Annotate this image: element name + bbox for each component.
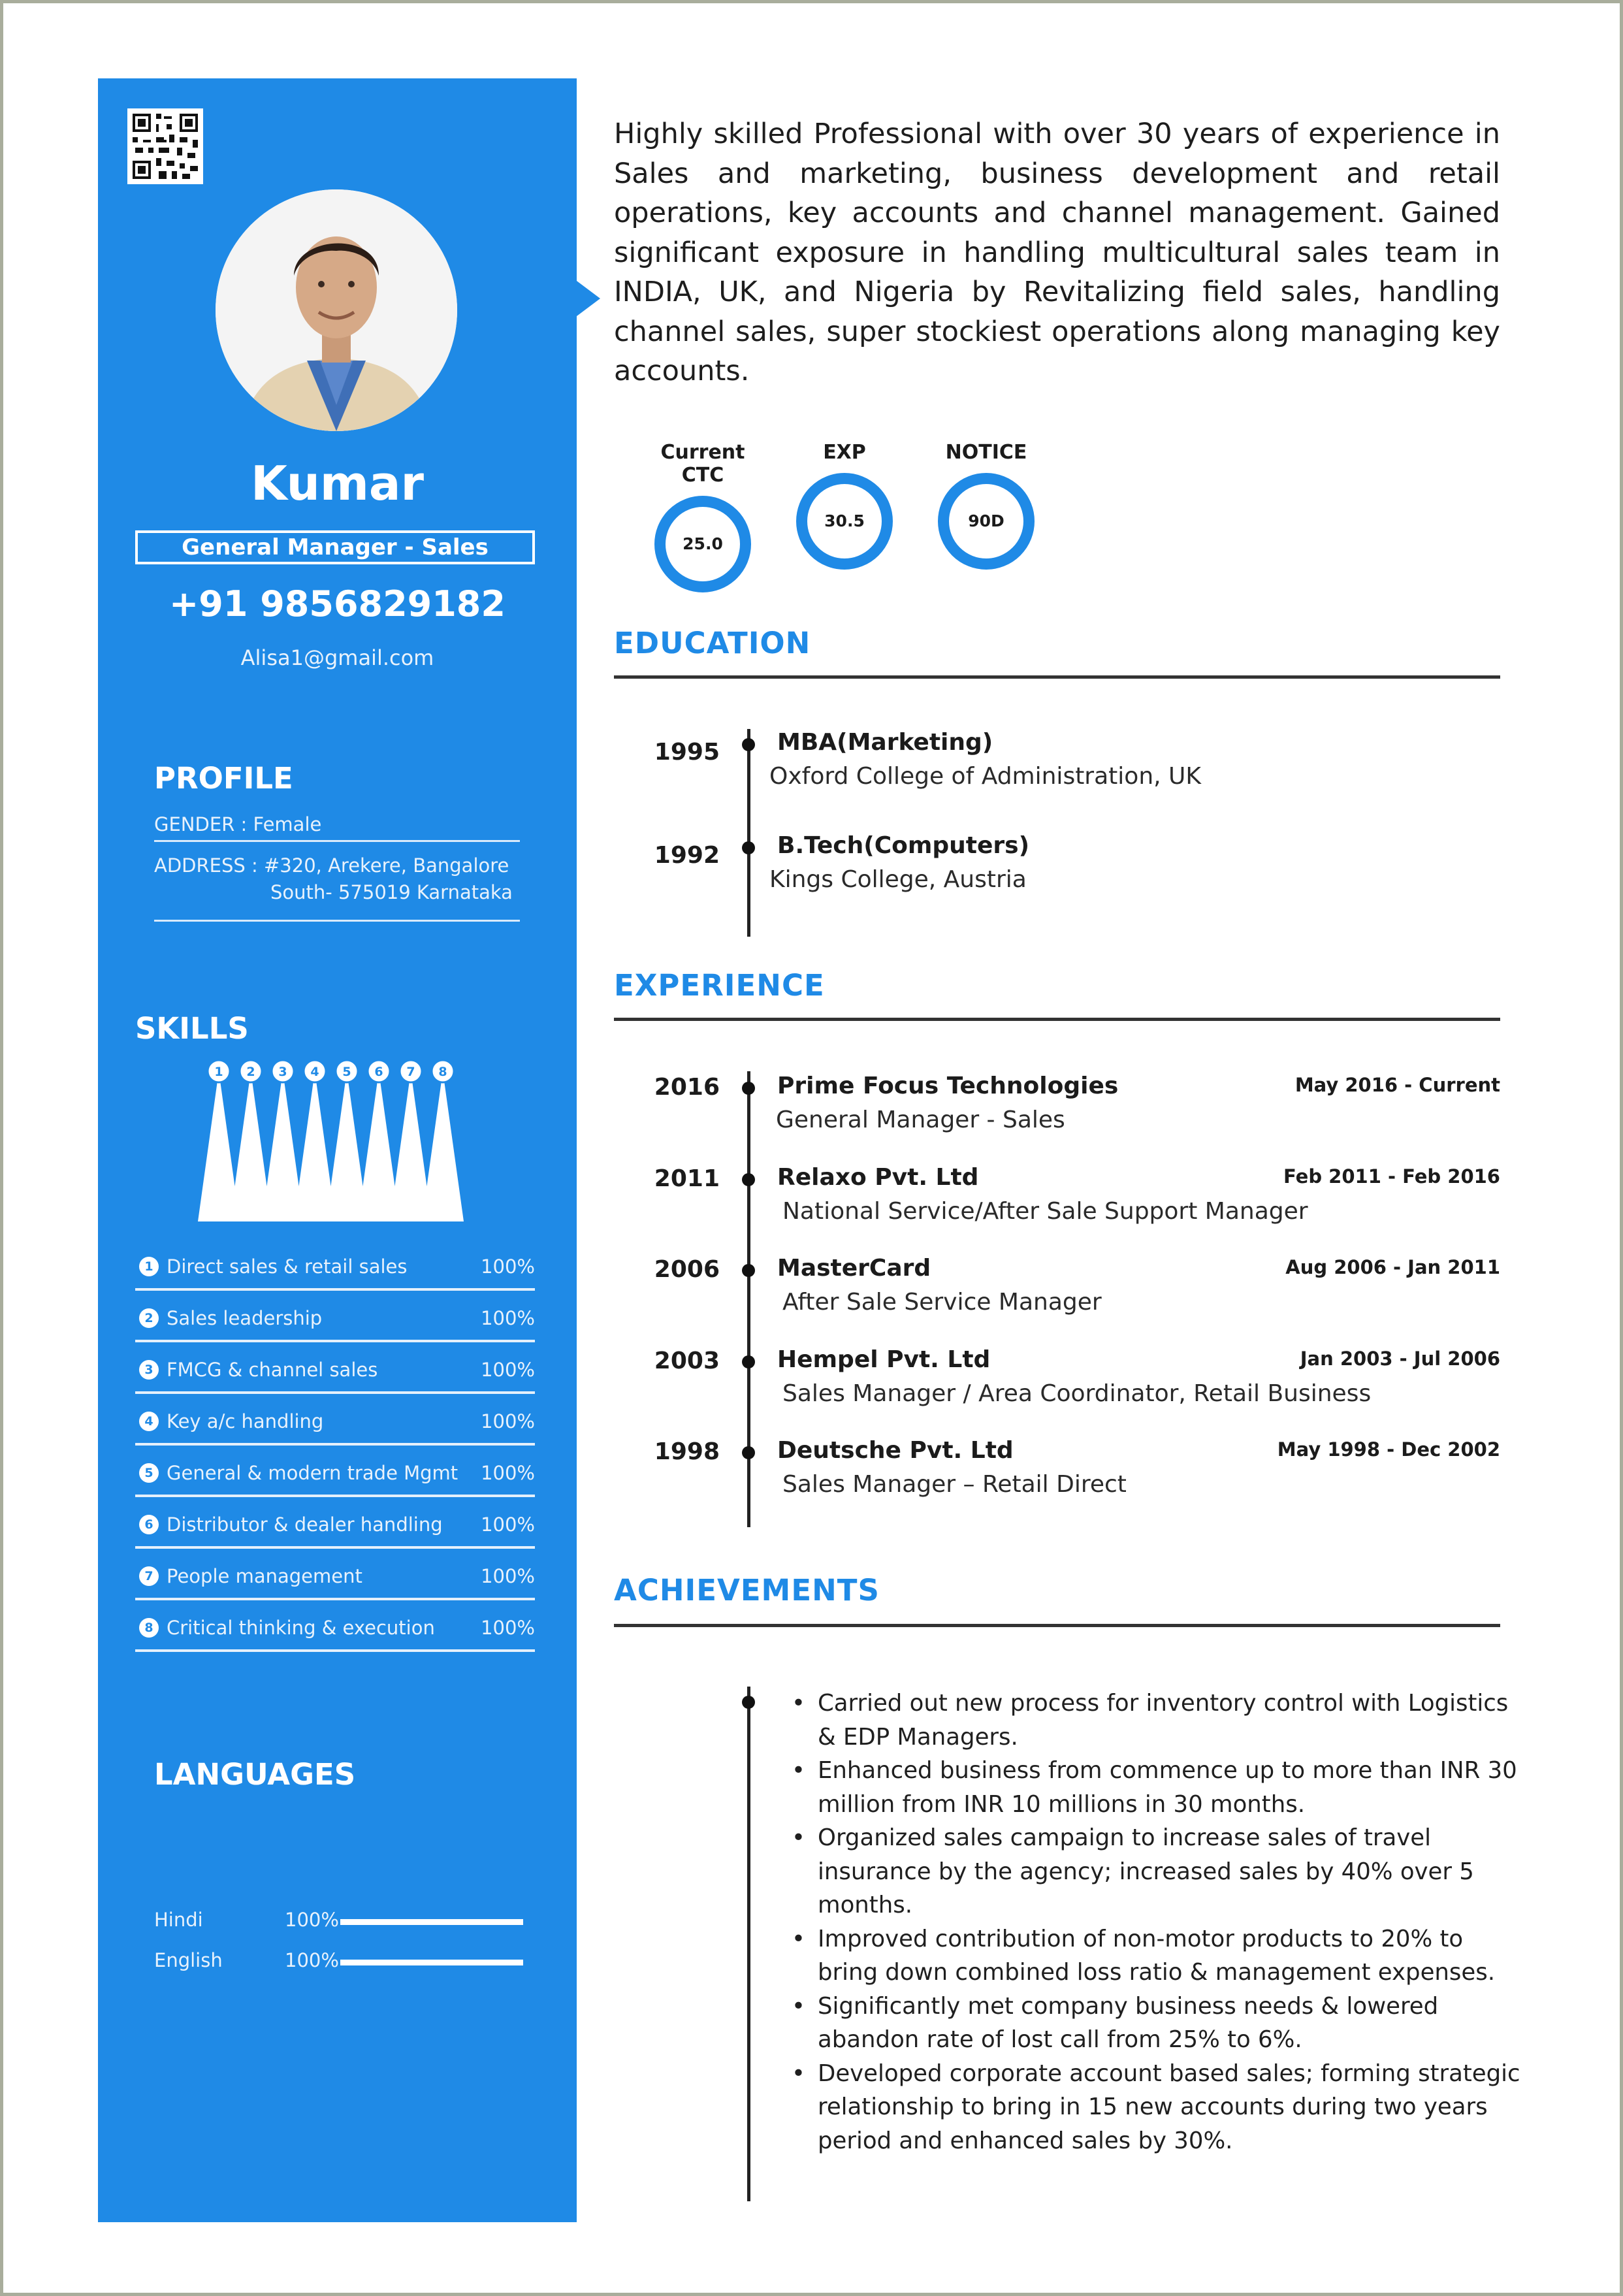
experience-heading: EXPERIENCE [614,968,825,1003]
address-line2: South- 575019 Karnataka [270,881,513,903]
stat-label: Current CTC [660,441,745,487]
experience-dates: May 1998 - Dec 2002 [1277,1438,1500,1461]
skill-percent: 100% [481,1410,535,1432]
language-bar-track [340,1919,523,1925]
skill-row [135,1405,535,1446]
skill-label: Direct sales & retail sales [167,1255,408,1278]
experience-dates: Aug 2006 - Jan 2011 [1285,1256,1500,1278]
email-address[interactable]: Alisa1@gmail.com [240,645,434,670]
skill-row [135,1250,535,1291]
achievement-item: • Improved contribution of non-motor products to 20% to bring down combined loss ratio & management expenses. [818,1922,1523,1990]
experience-company: Hempel Pvt. Ltd [777,1346,991,1373]
skill-number: 4 [139,1412,159,1431]
candidate-name: Kumar [251,456,424,511]
skill-number: 1 [139,1257,159,1276]
job-title: General Manager - Sales [135,530,535,564]
achievement-item: • Developed corporate account based sales; forming strategic relationship to bring in 15 new accounts during two years period and enhanced sales by 30%. [818,2057,1523,2158]
timeline-dot [742,1264,755,1277]
experience-year: 2003 [654,1347,720,1374]
experience-company: Deutsche Pvt. Ltd [777,1437,1014,1464]
skill-percent: 100% [481,1565,535,1587]
summary-paragraph: Highly skilled Professional with over 30 years of experience in Sales and marketing, business development and retail operations, key accounts and channel management. Gained significant exposure in handling multicultural sales team in INDIA, UK, and Nigeria by Revitalizing field sales, handling channel sales, super stockiest operations along managing key accounts. [614,118,1500,387]
skill-number: 2 [139,1308,159,1328]
skill-label: Key a/c handling [167,1410,324,1432]
skill-bubble-label: 3 [278,1065,287,1079]
experience-year: 2016 [654,1074,720,1101]
skill-bubble-label: 4 [310,1065,319,1079]
education-rule [614,675,1500,679]
education-year: 1992 [654,842,720,869]
skill-label: Sales leadership [167,1307,323,1329]
skill-bubble-label: 7 [406,1065,415,1079]
skill-percent: 100% [481,1617,535,1639]
skill-label: People management [167,1565,362,1587]
education-school: Kings College, Austria [769,866,1027,893]
language-label: Hindi [154,1909,203,1931]
achievement-item: • Significantly met company business needs & lowered abandon rate of lost call from 25% to 6%. [818,1990,1523,2057]
language-row [154,1949,546,1975]
language-bar-fill [340,1960,523,1965]
language-percent: 100% [285,1949,339,1971]
education-heading: EDUCATION [614,626,811,660]
divider [154,920,520,922]
divider [154,840,520,842]
timeline-dot [742,1355,755,1368]
address-line1: ADDRESS : #320, Arekere, Bangalore [154,854,509,877]
stat-ring: 90D [938,473,1035,570]
skill-bubble-label: 1 [214,1065,223,1079]
timeline-dot [742,738,755,751]
education-year: 1995 [654,739,720,766]
skill-percent: 100% [481,1307,535,1329]
experience-year: 1998 [654,1438,720,1465]
stat-notice [921,441,1052,570]
experience-dates: Feb 2011 - Feb 2016 [1283,1165,1500,1188]
skill-row [135,1457,535,1497]
skill-row [135,1508,535,1549]
education-degree: MBA(Marketing) [777,729,993,756]
education-degree: B.Tech(Computers) [777,832,1030,859]
skill-label: FMCG & channel sales [167,1359,378,1381]
experience-role: Sales Manager – Retail Direct [782,1471,1127,1498]
skill-label: General & modern trade Mgmt [167,1462,458,1484]
experience-dates: Jan 2003 - Jul 2006 [1300,1347,1500,1370]
skill-percent: 100% [481,1513,535,1536]
stat-current-ctc [637,441,768,592]
language-bar-track [340,1960,523,1965]
stat-label: EXP [823,441,866,464]
timeline-dot [742,841,755,854]
education-school: Oxford College of Administration, UK [769,763,1201,790]
skill-number: 8 [139,1618,159,1638]
achievements-heading: ACHIEVEMENTS [614,1573,880,1608]
skill-row [135,1560,535,1600]
experience-rule [614,1018,1500,1021]
language-percent: 100% [285,1909,339,1931]
skill-percent: 100% [481,1359,535,1381]
achievements-rule [614,1624,1500,1627]
skill-number: 6 [139,1515,159,1534]
sidebar-pointer [577,281,600,316]
experience-role: National Service/After Sale Support Manager [782,1197,1308,1225]
stat-ring: 30.5 [796,473,893,570]
gender-field: GENDER : Female [154,813,322,835]
experience-role: After Sale Service Manager [782,1289,1102,1316]
skill-bubble-label: 5 [342,1065,351,1079]
skills-heading: SKILLS [135,1011,249,1046]
languages-heading: LANGUAGES [154,1757,356,1792]
skill-bubble-label: 2 [246,1065,255,1079]
timeline-dot [742,1173,755,1186]
experience-role: Sales Manager / Area Coordinator, Retail Business [782,1380,1372,1407]
skill-bubble-label: 8 [438,1065,447,1079]
sidebar [98,78,577,2222]
skill-label: Distributor & dealer handling [167,1513,443,1536]
achievements-timeline [747,1687,750,2201]
stat-ring: 25.0 [654,496,751,592]
language-row [154,1909,546,1935]
timeline-dot [742,1696,755,1709]
stat-label: NOTICE [945,441,1027,464]
skill-number: 7 [139,1566,159,1586]
profile-heading: PROFILE [154,761,293,796]
profile-photo [216,189,457,431]
skill-row [135,1353,535,1394]
timeline-dot [742,1082,755,1095]
skill-row [135,1611,535,1652]
language-bar-fill [340,1919,523,1925]
timeline-dot [742,1446,755,1459]
skills-chart [196,1057,470,1227]
skill-number: 5 [139,1463,159,1483]
skill-spike-8 [422,1071,464,1221]
skill-percent: 100% [481,1255,535,1278]
experience-year: 2006 [654,1256,720,1283]
skill-bubble-label: 6 [374,1065,383,1079]
skill-row [135,1302,535,1342]
language-label: English [154,1949,223,1971]
achievements-list [788,1687,1523,2158]
skill-label: Critical thinking & execution [167,1617,435,1639]
experience-year: 2011 [654,1165,720,1192]
experience-company: MasterCard [777,1255,931,1282]
stat-exp [779,441,910,570]
experience-dates: May 2016 - Current [1294,1074,1500,1096]
skill-number: 3 [139,1360,159,1380]
experience-role: General Manager - Sales [776,1107,1065,1133]
education-timeline [747,729,750,937]
phone-number[interactable]: +91 9856829182 [169,583,506,624]
qr-code-icon [127,108,203,184]
experience-company: Relaxo Pvt. Ltd [777,1163,979,1191]
experience-company: Prime Focus Technologies [777,1073,1119,1099]
achievement-item: • Organized sales campaign to increase sales of travel insurance by the agency; increased sales by 40% over 5 months. [818,1821,1523,1922]
achievement-item: • Carried out new process for inventory control with Logistics & EDP Managers. [818,1687,1523,1754]
skill-percent: 100% [481,1462,535,1484]
achievement-item: • Enhanced business from commence up to more than INR 30 million from INR 10 millions in 30 months. [818,1754,1523,1821]
